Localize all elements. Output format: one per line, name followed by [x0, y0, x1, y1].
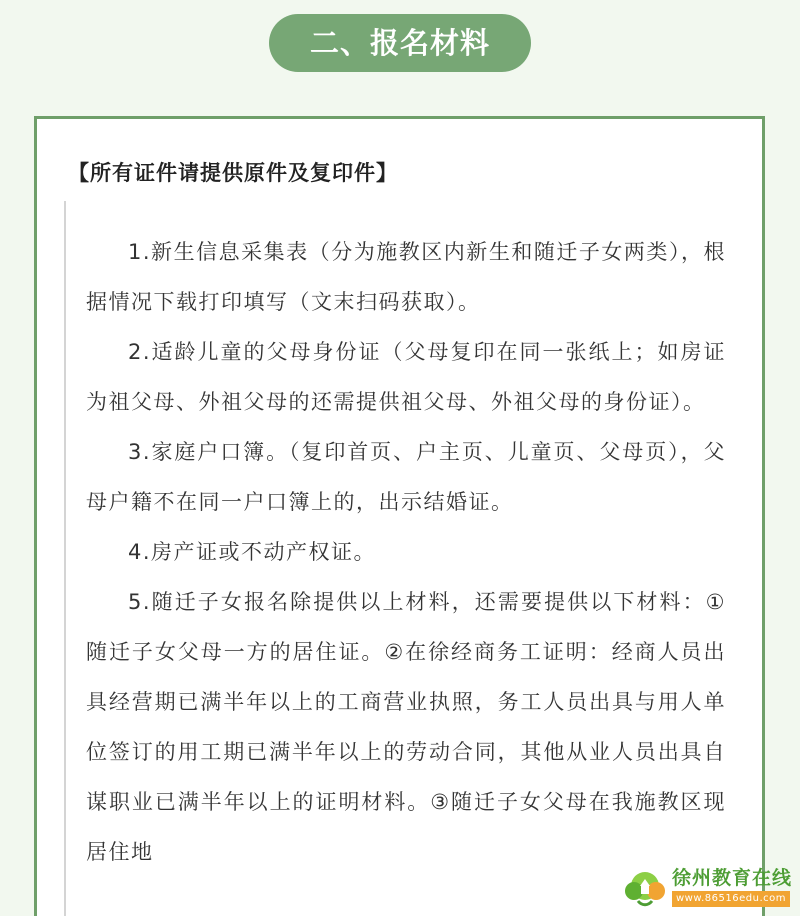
- card-heading: 【所有证件请提供原件及复印件】: [68, 161, 398, 185]
- logo-icon: [624, 868, 666, 908]
- site-watermark: [624, 863, 794, 911]
- watermark-url: www.86516edu.com: [672, 891, 790, 907]
- material-paragraph-4: 4.房产证或不动产权证。: [128, 540, 377, 564]
- materials-content: [86, 227, 726, 877]
- material-paragraph-1: 1.新生信息采集表（分为施教区内新生和随迁子女两类），根据情况下载打印填写（文末扫码获取）。: [86, 240, 726, 314]
- section-title-pill: 二、报名材料: [269, 14, 531, 72]
- material-paragraph-2: 2.适龄儿童的父母身份证（父母复印在同一张纸上；如房证为祖父母、外祖父母的还需提供祖父母、外祖父母的身份证）。: [86, 340, 726, 414]
- watermark-title: 徐州教育在线: [672, 867, 793, 889]
- material-paragraph-5: 5.随迁子女报名除提供以上材料，还需要提供以下材料：①随迁子女父母一方的居住证。②在徐经商务工证明：经商人员出具经营期已满半年以上的工商营业执照，务工人员出具与用人单位签订的用工期已满半年以上的劳动合同，其他从业人员出具自谋职业已满半年以上的证明材料。③随迁子女父母在我施教区现居住地: [86, 590, 726, 864]
- quote-rule: [64, 201, 66, 916]
- materials-card: [34, 116, 765, 916]
- material-paragraph-3: 3.家庭户口簿。（复印首页、户主页、儿童页、父母页），父母户籍不在同一户口簿上的，出示结婚证。: [86, 440, 726, 514]
